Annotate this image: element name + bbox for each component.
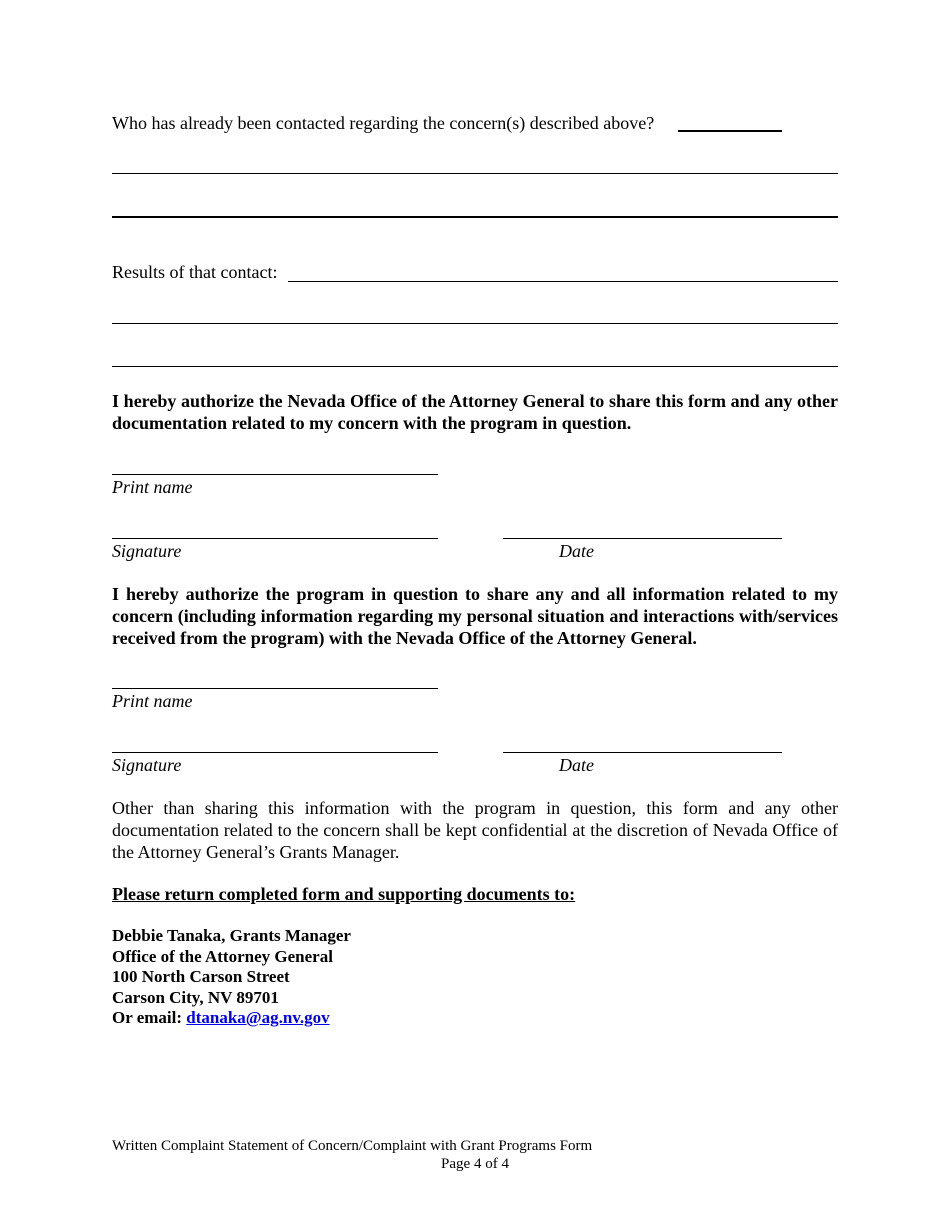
results-answer-line-2[interactable] xyxy=(112,323,838,324)
contacted-answer-line-3[interactable] xyxy=(112,216,838,218)
signature-label-1: Signature xyxy=(112,541,182,561)
confidentiality-statement: Other than sharing this information with the program in question, this form and any other documentation related to the concern shall be kept confidential at the discretion of Nevada Office of the Attorney General’s Grants Manager. xyxy=(112,798,838,862)
results-question: Results of that contact: xyxy=(112,262,278,282)
print-name-line-2[interactable] xyxy=(112,688,438,689)
signature-label-2: Signature xyxy=(112,755,182,775)
print-name-line-1[interactable] xyxy=(112,474,438,475)
results-answer-line-3[interactable] xyxy=(112,366,838,367)
authorization-statement-1: I hereby authorize the Nevada Office of the Attorney General to share this form and any other documentation related to my concern with the program in question. xyxy=(112,391,838,433)
date-label-2: Date xyxy=(559,755,594,775)
footer-page-number: Page 4 of 4 xyxy=(441,1156,509,1172)
return-heading: Please return completed form and supporting documents to: xyxy=(112,884,576,904)
email-link[interactable]: dtanaka@ag.nv.gov xyxy=(186,1008,330,1027)
date-label-1: Date xyxy=(559,541,594,561)
contacted-answer-line[interactable] xyxy=(678,130,782,132)
signature-line-2[interactable] xyxy=(112,752,438,753)
street-address: 100 North Carson Street xyxy=(112,967,290,986)
office-name: Office of the Attorney General xyxy=(112,946,333,966)
contacted-answer-line-2[interactable] xyxy=(112,173,838,174)
contact-name: Debbie Tanaka, Grants Manager xyxy=(112,926,351,945)
results-answer-line[interactable] xyxy=(288,281,838,282)
return-address-block xyxy=(112,926,351,1029)
date-line-1[interactable] xyxy=(503,538,782,539)
contacted-question: Who has already been contacted regarding the concern(s) described above? xyxy=(112,113,655,133)
print-name-label-1: Print name xyxy=(112,477,193,497)
signature-line-1[interactable] xyxy=(112,538,438,539)
city-state-zip: Carson City, NV 89701 xyxy=(112,987,279,1007)
date-line-2[interactable] xyxy=(503,752,782,753)
email-line xyxy=(112,1008,351,1029)
authorization-statement-2: I hereby authorize the program in question to share any and all information related to my concern (including information regarding my personal situation and interactions with/services received from the program) with the Nevada Office of the Attorney General. xyxy=(112,584,838,648)
footer-form-title: Written Complaint Statement of Concern/Complaint with Grant Programs Form xyxy=(112,1138,593,1154)
email-prefix: Or email: xyxy=(112,1008,183,1027)
print-name-label-2: Print name xyxy=(112,691,193,711)
